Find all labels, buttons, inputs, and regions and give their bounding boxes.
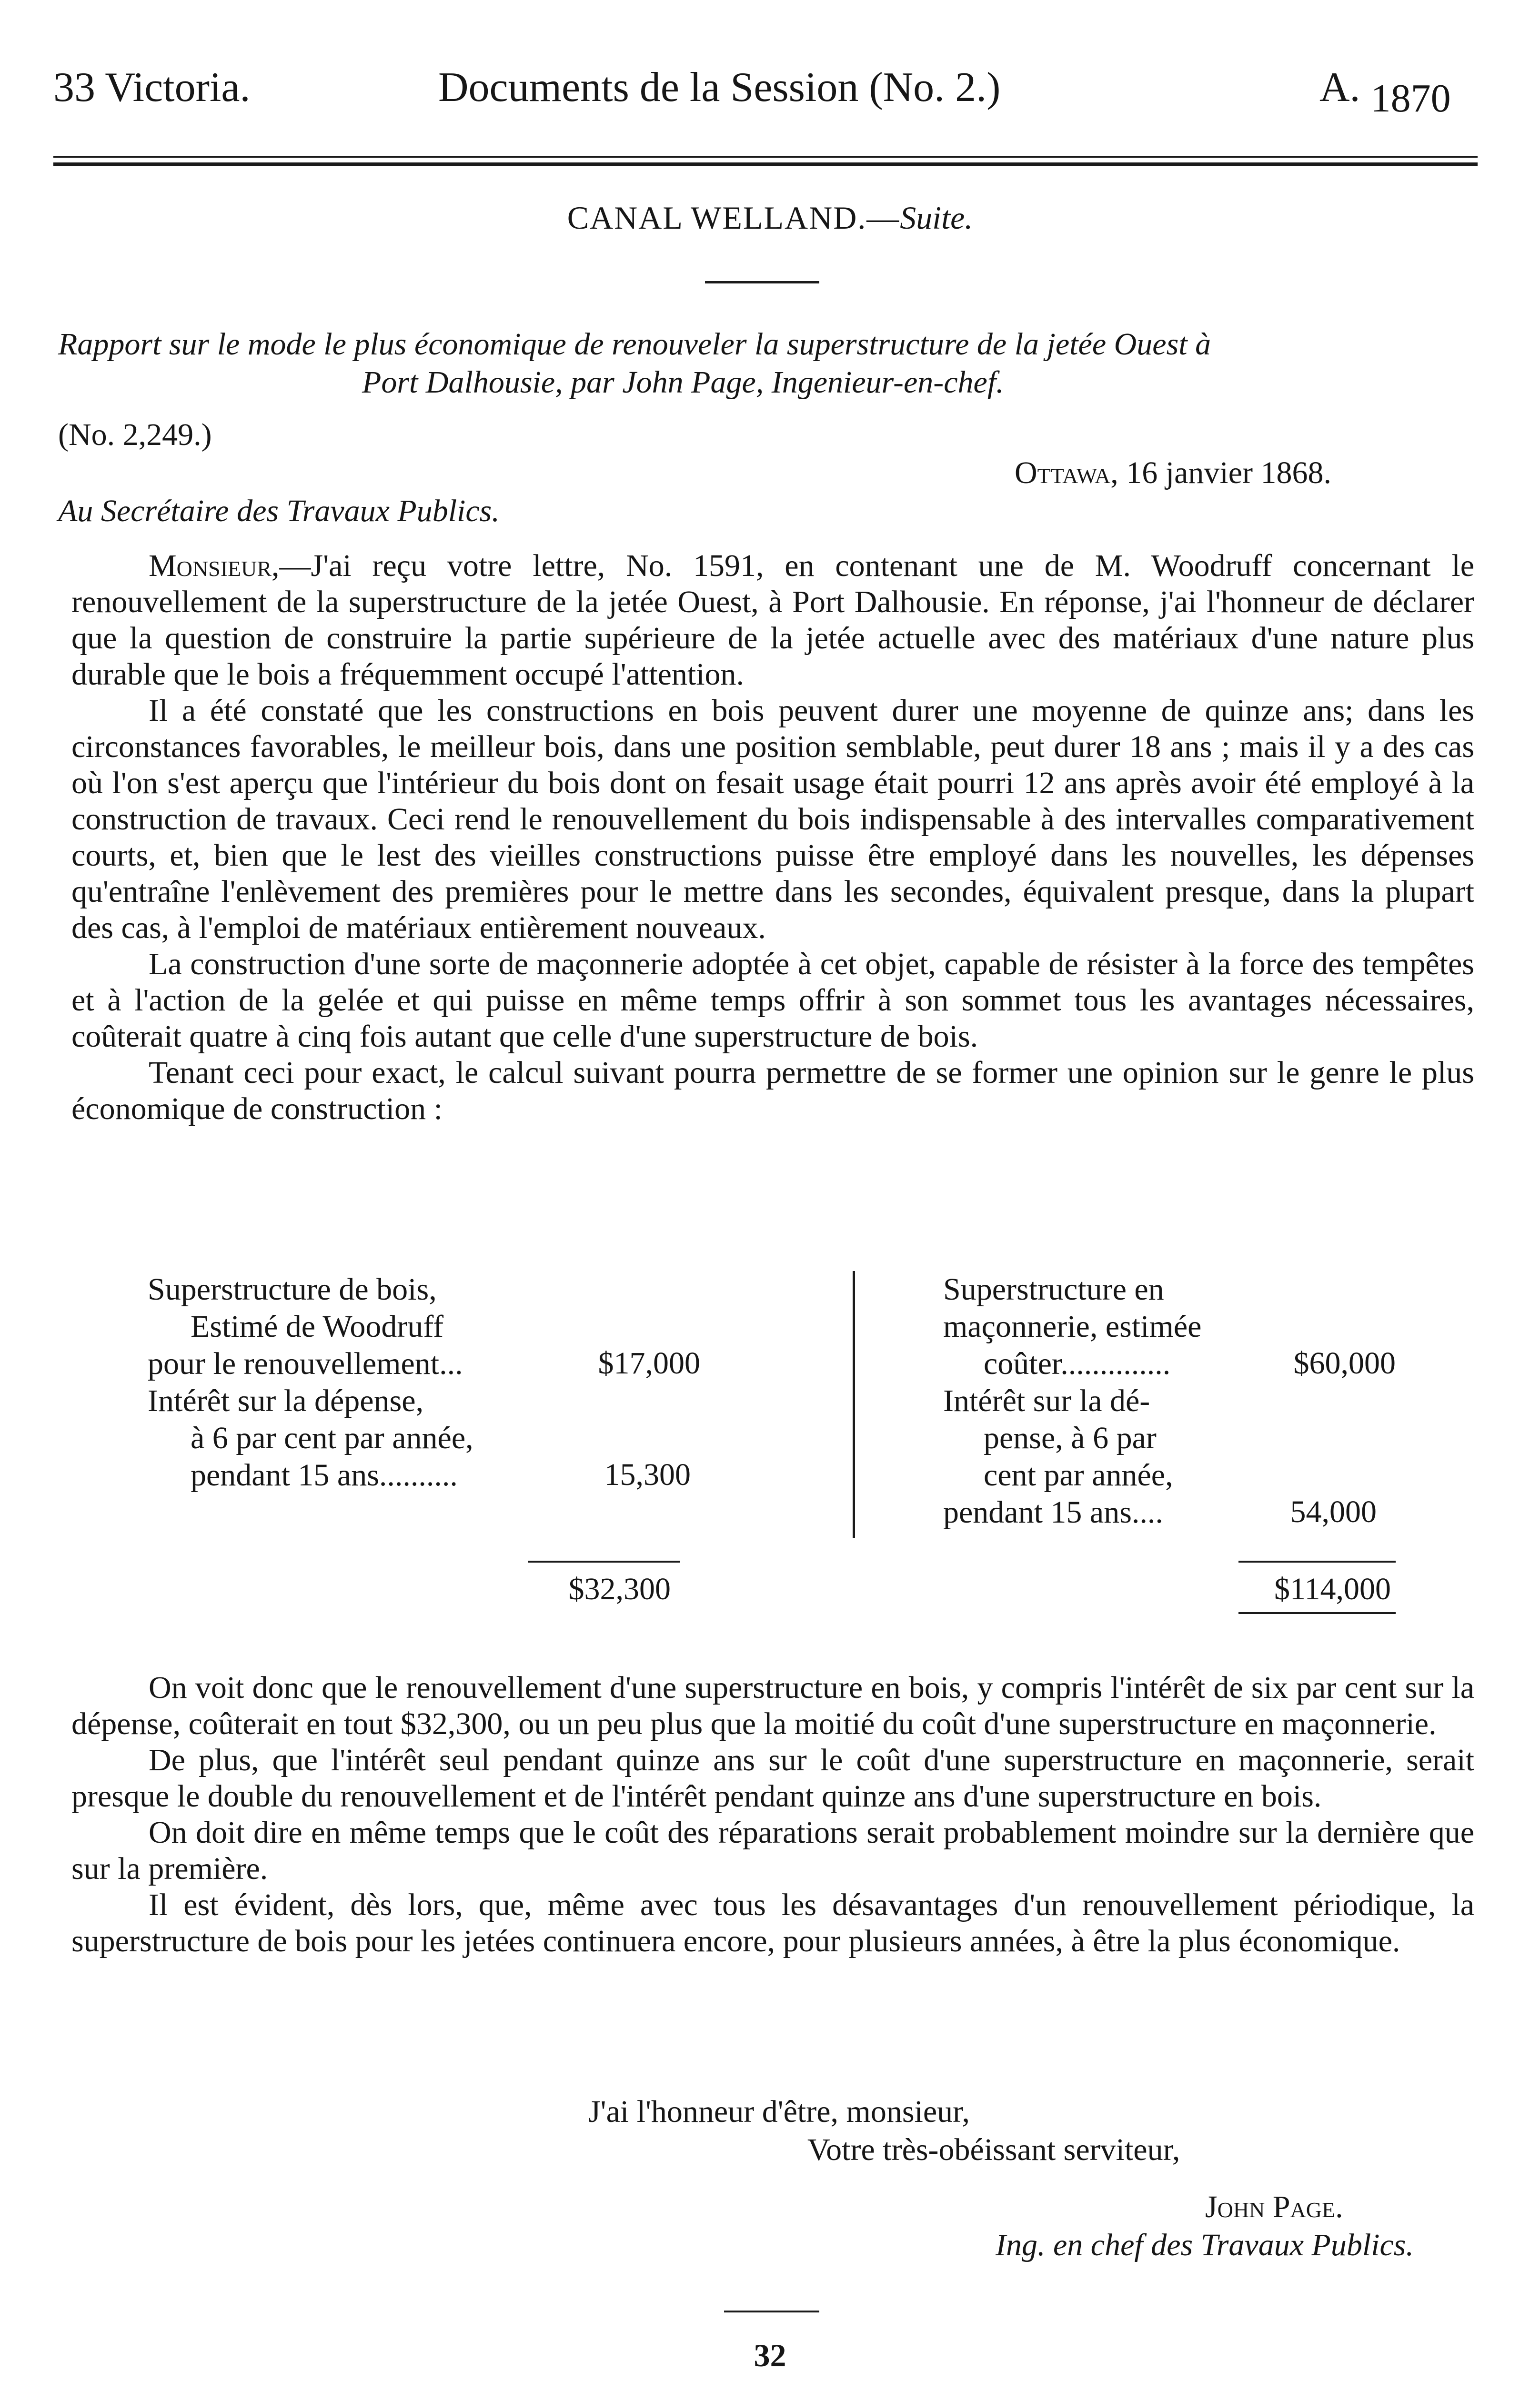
title-rule bbox=[705, 281, 819, 283]
header-rule-thick bbox=[53, 162, 1478, 166]
column-divider bbox=[853, 1271, 855, 1538]
closing-line1: J'ai l'honneur d'être, monsieur, bbox=[588, 2094, 970, 2129]
header-year: 1870 bbox=[1370, 76, 1451, 121]
page-number: 32 bbox=[754, 2337, 786, 2373]
footer-rule bbox=[724, 2311, 819, 2312]
report-title-line1: Rapport sur le mode le plus économique de renouveler la superstructure de la jetée Ouest à bbox=[58, 327, 1211, 362]
masonry-cost-description: Superstructure en maçonnerie, estimée coûter.............. Intérêt sur la dé- pense, à 6 par cent par année, pendant 15 ans.... bbox=[943, 1272, 1202, 1530]
header-rule-thin bbox=[53, 156, 1478, 158]
letter-paragraph: Monsieur,—J'ai reçu votre lettre, No. 1591, en contenant une de M. Woodruff concernant le renouvellement de la superstructure de la jetée Ouest, à Port Dalhousie. En réponse, j'ai l'honneur de déclarer que la question de construire la partie supérieure de la jetée actuelle avec des matériaux d'une nature plus durable que le bois a fréquemment occupé l'attention. bbox=[71, 548, 1474, 692]
masonry-total-underline bbox=[1238, 1612, 1396, 1614]
header-title: Documents de la Session (No. 2.) bbox=[438, 64, 1001, 111]
wood-total: $32,300 bbox=[568, 1572, 671, 1606]
letter-body bbox=[71, 548, 1474, 1127]
wood-renewal-amount: $17,000 bbox=[598, 1346, 700, 1381]
place: Ottawa, bbox=[1015, 455, 1118, 490]
conclusion-body bbox=[71, 1670, 1474, 1959]
salutation: Monsieur, bbox=[149, 548, 280, 583]
conclusion-paragraph: De plus, que l'intérêt seul pendant quinze ans sur le coût d'une superstructure en maçonnerie, serait presque le double du renouvellement et de l'intérêt pendant quinze ans d'une superstructure en bois. bbox=[71, 1743, 1474, 1814]
wood-cost-description: Superstructure de bois, Estimé de Woodruff pour le renouvellement... Intérêt sur la dépense, à 6 par cent par année, pendant 15 ans.......... bbox=[148, 1272, 473, 1493]
section-title-main: CANAL WELLAND.— bbox=[567, 200, 900, 236]
report-title-line2: Port Dalhousie, par John Page, Ingenieur-en-chef. bbox=[362, 365, 1004, 400]
header-volume-prefix: A. bbox=[1319, 64, 1360, 111]
letter-paragraph: La construction d'une sorte de maçonnerie adoptée à cet objet, capable de résister à la force des tempêtes et à l'action de la gelée et qui puisse en même temps offrir à son sommet tous les avantages nécessaires, coûterait quatre à cinq fois autant que celle d'une superstructure de bois. bbox=[71, 947, 1474, 1054]
place-date bbox=[1015, 457, 1331, 489]
addressee: Au Secrétaire des Travaux Publics. bbox=[58, 494, 500, 528]
wood-interest-amount: 15,300 bbox=[604, 1457, 691, 1492]
signature-title: Ing. en chef des Travaux Publics. bbox=[996, 2228, 1414, 2262]
header-volume bbox=[1319, 64, 1451, 121]
letter-paragraph: Il a été constaté que les constructions en bois peuvent durer une moyenne de quinze ans; dans les circonstances favorables, le meilleur bois, dans une position semblable, peut durer 18 ans ; mais il y a des cas où l'on s'est aperçu que l'intérieur du bois dont on fesait usage était pourri 12 ans après avoir été employé à la construction de travaux. Ceci rend le renouvellement du bois indispensable à des intervalles comparativement courts, et, bien que le lest des vieilles constructions puisse être employé dans les nouvelles, les dépenses qu'entraîne l'enlèvement des premières pour le mettre dans les secondes, équivalent presque, dans la plupart des cas, à l'emploi de matériaux entièrement nouveaux. bbox=[71, 693, 1474, 945]
section-title-suffix: Suite. bbox=[900, 200, 973, 236]
date: 16 janvier 1868. bbox=[1126, 455, 1332, 490]
masonry-total-rule bbox=[1238, 1561, 1396, 1563]
letter-paragraph: Tenant ceci pour exact, le calcul suivant pourra permettre de se former une opinion sur le genre le plus économique de construction : bbox=[71, 1055, 1474, 1126]
masonry-cost-amount: $60,000 bbox=[1293, 1346, 1396, 1381]
masonry-interest-amount: 54,000 bbox=[1290, 1494, 1377, 1529]
document-number: (No. 2,249.) bbox=[58, 417, 212, 452]
conclusion-paragraph: On doit dire en même temps que le coût des réparations serait probablement moindre sur la dernière que sur la première. bbox=[71, 1815, 1474, 1886]
conclusion-paragraph: On voit donc que le renouvellement d'une superstructure en bois, y compris l'intérêt de six par cent sur la dépense, coûterait en tout $32,300, ou un peu plus que la moitié du coût d'une superstructure en maçonnerie. bbox=[71, 1670, 1474, 1741]
conclusion-paragraph: Il est évident, dès lors, que, même avec tous les désavantages d'un renouvellement périodique, la superstructure de bois pour les jetées continuera encore, pour plusieurs années, à être la plus économique. bbox=[71, 1887, 1474, 1958]
masonry-total: $114,000 bbox=[1274, 1572, 1391, 1606]
wood-total-rule bbox=[528, 1561, 680, 1563]
section-title bbox=[0, 199, 1540, 237]
header-session: 33 Victoria. bbox=[53, 64, 251, 111]
closing-line2: Votre très-obéissant serviteur, bbox=[807, 2132, 1180, 2167]
signature-name: John Page. bbox=[1205, 2190, 1343, 2224]
